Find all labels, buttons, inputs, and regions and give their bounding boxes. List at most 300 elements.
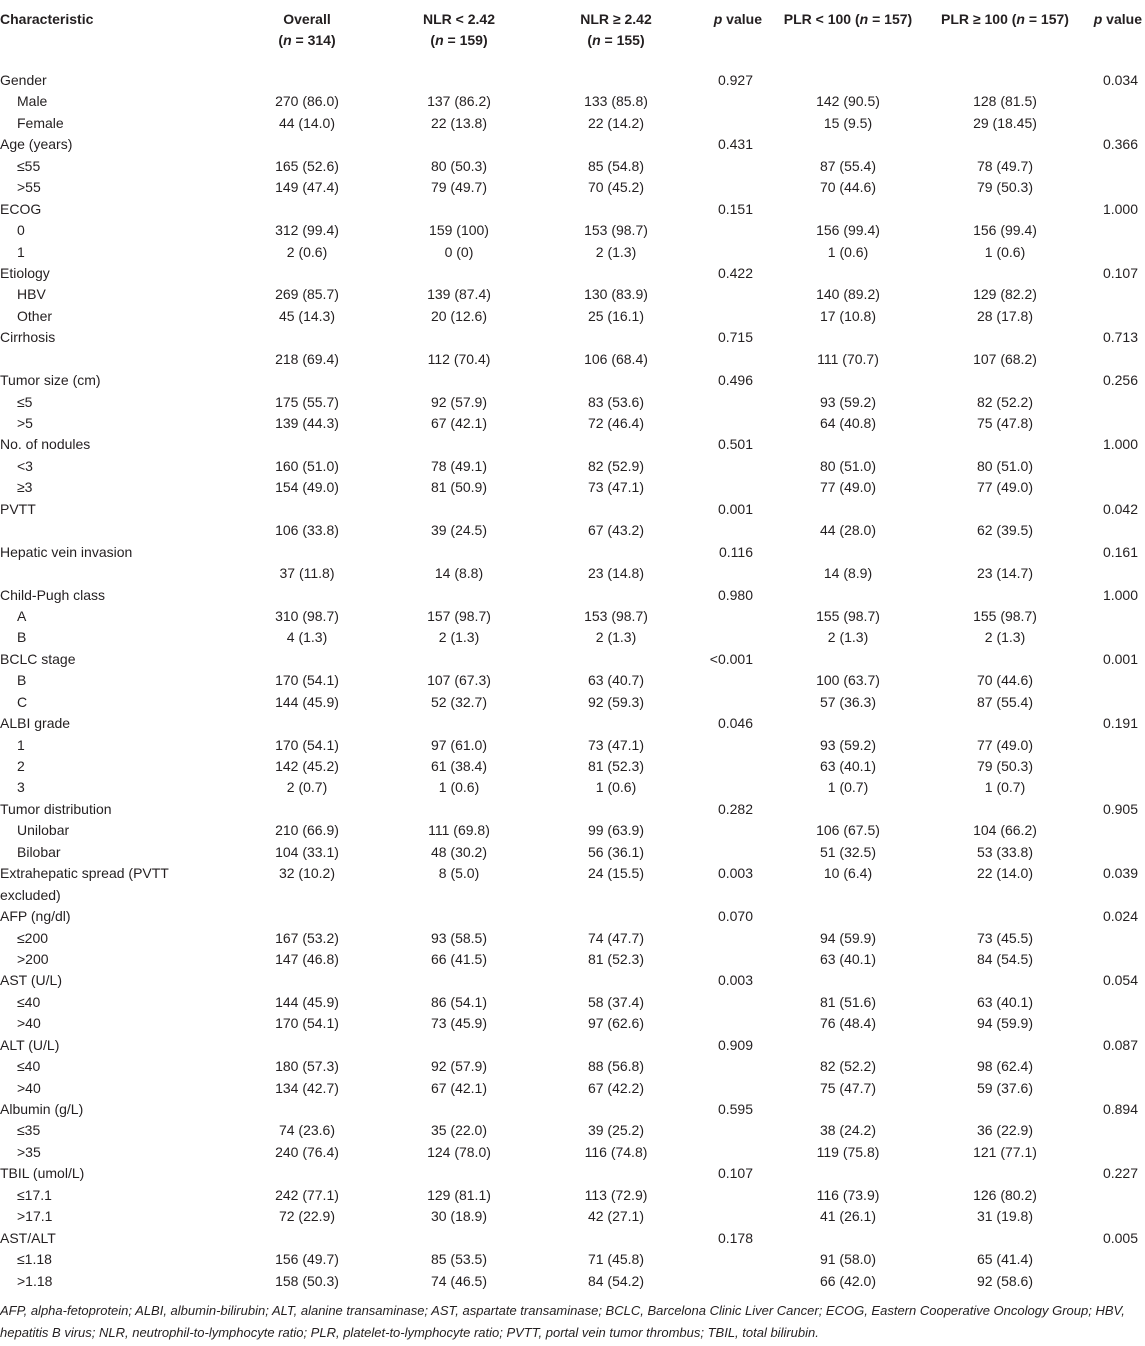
cell-nlr-high: 72 (46.4): [587, 415, 645, 431]
cell-plr-high: 79 (50.3): [976, 758, 1034, 774]
table-row: [0, 220, 1145, 241]
cell-plr-low: 2 (1.3): [827, 629, 869, 646]
cell-p-value-nlr: 0.496: [717, 372, 753, 389]
header-p2-var: p: [1093, 11, 1103, 27]
row-label: A: [17, 607, 27, 624]
cell-p-value-nlr: 0.422: [717, 264, 753, 281]
table-row: [0, 1206, 1145, 1227]
cell-overall: 218 (69.4): [275, 350, 339, 367]
row-label: >200: [17, 950, 49, 967]
table-row: [0, 799, 1145, 820]
cell-p-value-plr: 0.005: [1102, 1229, 1138, 1246]
row-label: Etiology: [0, 264, 50, 281]
cell-nlr-high: 130 (83.9): [584, 286, 648, 303]
row-label: AST/ALT: [0, 1229, 56, 1246]
row-label: Tumor size (cm): [0, 372, 101, 389]
table-body: [0, 70, 1145, 1292]
cell-p-value-plr: 0.001: [1102, 650, 1138, 667]
cell-nlr-high: 73 (47.1): [587, 479, 645, 496]
cell-nlr-low: 129 (81.1): [427, 1186, 491, 1203]
cell-nlr-high: 63 (40.7): [587, 672, 645, 689]
cell-plr-low: 75 (47.7): [819, 1079, 877, 1096]
cell-plr-high: 22 (14.0): [976, 865, 1034, 882]
header-nlr-high-label: NLR ≥ 2.42: [580, 11, 652, 27]
table-row: [0, 970, 1145, 991]
cell-nlr-low: 8 (5.0): [438, 865, 480, 882]
row-label: 2: [17, 758, 25, 774]
cell-plr-low: 100 (63.7): [816, 672, 880, 689]
header-p1-var: p: [713, 11, 723, 27]
cell-plr-high: 82 (52.2): [976, 393, 1034, 410]
header-plr-high-var: n: [1016, 11, 1025, 27]
table-row: [0, 349, 1145, 370]
row-label: >17.1: [17, 1208, 53, 1225]
cell-plr-low: 15 (9.5): [823, 114, 873, 131]
cell-plr-high: 80 (51.0): [976, 457, 1034, 474]
header-nlr-high-n-val: = 155): [600, 32, 645, 48]
table-row: [0, 499, 1145, 520]
cell-overall: 175 (55.7): [275, 393, 339, 410]
header-characteristic-label: Characteristic: [0, 11, 94, 27]
cell-plr-high: 75 (47.8): [976, 415, 1034, 431]
row-label: ECOG: [0, 200, 42, 217]
cell-nlr-low: 97 (61.0): [430, 736, 488, 753]
cell-plr-high: 73 (45.5): [976, 929, 1034, 946]
cell-p-value-nlr: 0.003: [717, 865, 753, 882]
cell-plr-high: 156 (99.4): [973, 222, 1037, 239]
cell-plr-low: 51 (32.5): [819, 843, 877, 860]
cell-nlr-high: 97 (62.6): [587, 1015, 645, 1032]
cell-p-value-nlr: <0.001: [709, 650, 753, 667]
cell-p-value-nlr: 0.595: [717, 1101, 753, 1118]
cell-p-value-nlr: 0.431: [717, 136, 753, 153]
cell-plr-high: 1 (0.7): [984, 779, 1026, 796]
row-label: Other: [17, 307, 53, 324]
cell-plr-low: 111 (70.7): [817, 350, 879, 367]
row-label: >5: [17, 415, 33, 431]
header-nlr-low-label: NLR < 2.42: [423, 11, 495, 27]
table-row: [0, 177, 1145, 198]
row-label: C: [17, 693, 28, 710]
cell-plr-low: 140 (89.2): [816, 286, 880, 303]
cell-p-value-plr: 0.894: [1102, 1101, 1138, 1118]
header-p2-rest: value: [1102, 11, 1142, 27]
cell-nlr-low: 79 (49.7): [430, 179, 488, 196]
cell-plr-high: 126 (80.2): [973, 1186, 1037, 1203]
table-row: [0, 263, 1145, 284]
table-row: [0, 199, 1145, 220]
cell-plr-low: 116 (73.9): [816, 1186, 880, 1203]
table-row: [0, 928, 1145, 949]
cell-nlr-low: 1 (0.6): [438, 779, 480, 796]
cell-nlr-low: 93 (58.5): [430, 929, 488, 946]
cell-p-value-nlr: 0.001: [717, 500, 753, 517]
table-row: [0, 113, 1145, 134]
row-label: 3: [17, 779, 25, 796]
cell-overall: 139 (44.3): [275, 415, 339, 431]
cell-p-value-plr: 0.905: [1102, 800, 1138, 817]
table-row: [0, 649, 1145, 670]
cell-overall: 270 (86.0): [275, 93, 339, 110]
cell-nlr-low: 139 (87.4): [427, 286, 491, 303]
table-row: [0, 627, 1145, 648]
cell-p-value-nlr: 0.070: [717, 908, 753, 925]
table-row: [0, 456, 1145, 477]
header-overall: Overall (n = 314): [278, 11, 336, 48]
cell-overall: 156 (49.7): [275, 1251, 339, 1268]
table-header: [0, 0, 1145, 62]
row-label: BCLC stage: [0, 650, 76, 667]
cell-plr-high: 78 (49.7): [976, 157, 1034, 174]
row-label: Unilobar: [17, 822, 70, 839]
row-label: Cirrhosis: [0, 329, 56, 346]
table-row: [0, 949, 1145, 970]
cell-nlr-low: 80 (50.3): [430, 157, 488, 174]
cell-overall: 165 (52.6): [275, 157, 339, 174]
cell-nlr-high: 83 (53.6): [587, 393, 645, 410]
cell-nlr-high: 24 (15.5): [587, 865, 645, 882]
table-row: [0, 1078, 1145, 1099]
header-plr-high-val: = 157): [1024, 11, 1069, 27]
row-label: ≤35: [17, 1122, 41, 1139]
cell-nlr-high: 1 (0.6): [595, 779, 637, 796]
cell-nlr-low: 112 (70.4): [427, 350, 491, 367]
cell-p-value-nlr: 0.501: [717, 436, 753, 453]
cell-plr-high: 77 (49.0): [976, 479, 1034, 496]
cell-nlr-high: 81 (52.3): [587, 758, 645, 774]
cell-nlr-high: 92 (59.3): [587, 693, 645, 710]
cell-plr-high: 84 (54.5): [976, 950, 1034, 967]
cell-p-value-plr: 0.227: [1102, 1165, 1138, 1182]
row-label: 1: [17, 243, 25, 260]
cell-plr-low: 156 (99.4): [816, 222, 880, 239]
header-plr-high-pre: PLR ≥ 100 (: [941, 11, 1017, 27]
cell-plr-low: 93 (59.2): [819, 393, 877, 410]
cell-plr-low: 1 (0.6): [827, 243, 869, 260]
cell-overall: 170 (54.1): [275, 1015, 339, 1032]
cell-nlr-high: 25 (16.1): [587, 307, 645, 324]
row-label: ≤5: [17, 393, 33, 410]
cell-plr-low: 142 (90.5): [816, 93, 880, 110]
row-label: Albumin (g/L): [0, 1101, 84, 1118]
row-label: Age (years): [0, 136, 73, 153]
cell-plr-low: 57 (36.3): [819, 693, 877, 710]
cell-nlr-high: 85 (54.8): [587, 157, 645, 174]
table-row: [0, 585, 1145, 606]
cell-plr-high: 94 (59.9): [976, 1015, 1034, 1032]
cell-nlr-low: 67 (42.1): [430, 415, 488, 431]
cell-nlr-low: 81 (50.9): [430, 479, 488, 496]
cell-nlr-low: 78 (49.1): [430, 457, 488, 474]
row-label: HBV: [17, 286, 46, 303]
cell-plr-high: 62 (39.5): [976, 522, 1034, 539]
row-label: B: [17, 672, 27, 689]
cell-p-value-nlr: 0.980: [717, 586, 753, 603]
cell-nlr-high: 99 (63.9): [587, 822, 645, 839]
table-row: [0, 1163, 1145, 1184]
cell-nlr-high: 42 (27.1): [587, 1208, 645, 1225]
cell-plr-low: 82 (52.2): [819, 1058, 877, 1075]
cell-overall: 104 (33.1): [275, 843, 339, 860]
table-row: [0, 520, 1145, 541]
cell-nlr-low: 22 (13.8): [430, 114, 488, 131]
cell-plr-low: 10 (6.4): [823, 865, 873, 882]
cell-plr-low: 64 (40.8): [819, 415, 877, 431]
cell-plr-low: 17 (10.8): [819, 307, 877, 324]
header-nlr-high: NLR ≥ 2.42 (n = 155): [580, 11, 652, 48]
cell-nlr-high: 84 (54.2): [587, 1272, 645, 1289]
cell-plr-high: 87 (55.4): [976, 693, 1034, 710]
table-row: [0, 735, 1145, 756]
header-plr-low: [772, 9, 924, 30]
cell-nlr-high: 74 (47.7): [587, 929, 645, 946]
cell-nlr-low: 107 (67.3): [427, 672, 491, 689]
table-row: [0, 242, 1145, 263]
cell-nlr-high: 153 (98.7): [584, 607, 648, 624]
cell-overall: 180 (57.3): [275, 1058, 339, 1075]
cell-nlr-high: 22 (14.2): [587, 114, 645, 131]
row-label: ≤200: [17, 929, 49, 946]
cell-overall: 4 (1.3): [286, 629, 328, 646]
header-plr-high: [929, 9, 1081, 30]
cell-plr-high: 29 (18.45): [973, 114, 1037, 131]
cell-nlr-low: 14 (8.8): [434, 565, 484, 582]
cell-p-value-plr: 1.000: [1102, 586, 1138, 603]
header-nlr-low-n-var: n: [435, 32, 444, 48]
row-label: ≥3: [17, 479, 33, 496]
cell-nlr-low: 20 (12.6): [430, 307, 488, 324]
table-row: [0, 906, 1145, 927]
header-characteristic: [0, 9, 200, 30]
row-label: >40: [17, 1015, 41, 1032]
cell-plr-high: 36 (22.9): [976, 1122, 1034, 1139]
table-row: [0, 1249, 1145, 1270]
cell-nlr-low: 137 (86.2): [427, 93, 491, 110]
row-label: >1.18: [17, 1272, 53, 1289]
cell-nlr-high: 56 (36.1): [587, 843, 645, 860]
cell-plr-high: 1 (0.6): [984, 243, 1026, 260]
table-row: [0, 713, 1145, 734]
cell-overall: 154 (49.0): [275, 479, 339, 496]
table-row: [0, 1013, 1145, 1034]
cell-nlr-low: 52 (32.7): [430, 693, 488, 710]
cell-p-value-nlr: 0.282: [717, 800, 753, 817]
header-overall-n-val: = 314): [291, 32, 336, 48]
cell-nlr-low: 111 (69.8): [428, 822, 490, 839]
cell-overall: 170 (54.1): [275, 672, 339, 689]
cell-overall: 167 (53.2): [275, 929, 339, 946]
cell-nlr-low: 2 (1.3): [438, 629, 480, 646]
row-label: TBIL (umol/L): [0, 1165, 85, 1182]
header-plr-low-pre: PLR < 100 (: [783, 11, 860, 27]
cell-nlr-low: 92 (57.9): [430, 393, 488, 410]
cell-plr-high: 28 (17.8): [976, 307, 1034, 324]
cell-p-value-nlr: 0.927: [717, 72, 753, 88]
cell-p-value-plr: 1.000: [1102, 200, 1138, 217]
header-overall-n-var: n: [283, 32, 292, 48]
table-row: [0, 1271, 1145, 1292]
table-row: [0, 842, 1145, 863]
cell-nlr-high: 70 (45.2): [587, 179, 645, 196]
cell-p-value-plr: 0.039: [1102, 865, 1138, 882]
cell-nlr-low: 39 (24.5): [430, 522, 488, 539]
cell-nlr-high: 113 (72.9): [584, 1186, 648, 1203]
table-row: [0, 606, 1145, 627]
table-row: [0, 670, 1145, 691]
cell-nlr-low: 74 (46.5): [430, 1272, 488, 1289]
cell-plr-high: 70 (44.6): [976, 672, 1034, 689]
cell-plr-low: 106 (67.5): [816, 822, 880, 839]
table-row: [0, 820, 1145, 841]
cell-nlr-low: 85 (53.5): [430, 1251, 488, 1268]
row-label: ≤1.18: [17, 1251, 52, 1268]
row-label: Tumor distribution: [0, 800, 112, 817]
cell-plr-high: 98 (62.4): [976, 1058, 1034, 1075]
cell-nlr-low: 73 (45.9): [430, 1015, 488, 1032]
table-row: [0, 1142, 1145, 1163]
row-label: Gender: [0, 72, 47, 88]
cell-nlr-low: 92 (57.9): [430, 1058, 488, 1075]
cell-nlr-high: 116 (74.8): [584, 1143, 648, 1160]
table-row: [0, 756, 1145, 777]
cell-p-value-plr: 0.107: [1102, 264, 1138, 281]
table-row: [0, 392, 1145, 413]
cell-nlr-low: 30 (18.9): [430, 1208, 488, 1225]
cell-nlr-low: 159 (100): [429, 222, 489, 239]
table-row: [0, 134, 1145, 155]
cell-nlr-high: 2 (1.3): [595, 629, 637, 646]
cell-overall: 106 (33.8): [275, 522, 339, 539]
table-row: [0, 542, 1145, 563]
cell-plr-high: 129 (82.2): [973, 286, 1037, 303]
header-plr-low-var: n: [859, 11, 869, 27]
cell-plr-high: 77 (49.0): [976, 736, 1034, 753]
table-row: [0, 370, 1145, 391]
table-row: [0, 563, 1145, 584]
cell-p-value-plr: 1.000: [1102, 436, 1138, 453]
cell-overall: 74 (23.6): [278, 1122, 336, 1139]
table-row: [0, 992, 1145, 1013]
cell-plr-high: 155 (98.7): [973, 607, 1037, 624]
table-row: [0, 327, 1145, 348]
cell-p-value-nlr: 0.107: [717, 1165, 753, 1182]
cell-overall: 170 (54.1): [275, 736, 339, 753]
cell-plr-low: 94 (59.9): [819, 929, 877, 946]
row-label: ≤55: [17, 157, 41, 174]
cell-p-value-plr: 0.366: [1102, 136, 1138, 153]
cell-nlr-low: 61 (38.4): [430, 758, 488, 774]
cell-plr-low: 1 (0.7): [827, 779, 869, 796]
cell-p-value-plr: 0.256: [1102, 372, 1138, 389]
table-row: [0, 1185, 1145, 1206]
cell-overall: 37 (11.8): [279, 565, 335, 582]
cell-plr-high: 92 (58.6): [976, 1272, 1034, 1289]
row-label: ALBI grade: [0, 715, 71, 732]
cell-plr-low: 44 (28.0): [819, 522, 877, 539]
cell-nlr-low: 157 (98.7): [427, 607, 491, 624]
cell-overall: 144 (45.9): [275, 993, 339, 1010]
cell-p-value-plr: 0.713: [1102, 329, 1138, 346]
cell-overall: 269 (85.7): [275, 286, 339, 303]
cell-plr-high: 59 (37.6): [976, 1079, 1034, 1096]
row-label: >40: [17, 1079, 41, 1096]
cell-nlr-high: 133 (85.8): [584, 93, 648, 110]
cell-p-value-plr: 0.042: [1102, 500, 1138, 517]
cell-overall: 240 (76.4): [275, 1143, 339, 1160]
cell-nlr-high: 81 (52.3): [587, 950, 645, 967]
table-row: [0, 306, 1145, 327]
cell-nlr-high: 82 (52.9): [587, 457, 645, 474]
cell-plr-low: 63 (40.1): [819, 758, 877, 774]
row-label: AFP (ng/dl): [0, 908, 71, 925]
cell-plr-low: 93 (59.2): [819, 736, 877, 753]
cell-overall: 142 (45.2): [275, 758, 339, 774]
header-p-value-nlr: [700, 9, 762, 30]
cell-plr-low: 76 (48.4): [819, 1015, 877, 1032]
cell-plr-low: 70 (44.6): [819, 179, 877, 196]
cell-p-value-plr: 0.087: [1102, 1036, 1138, 1053]
cell-overall: 144 (45.9): [275, 693, 339, 710]
cell-overall: 310 (98.7): [275, 607, 339, 624]
cell-nlr-high: 153 (98.7): [584, 222, 648, 239]
cell-plr-low: 81 (51.6): [819, 993, 877, 1010]
row-label: AST (U/L): [0, 972, 62, 989]
cell-plr-high: 2 (1.3): [984, 629, 1026, 646]
cell-overall: 32 (10.2): [278, 865, 336, 882]
table-row: [0, 863, 1145, 906]
header-plr-low-val: = 157): [868, 11, 913, 27]
row-label: >55: [17, 179, 41, 196]
cell-p-value-plr: 0.191: [1102, 715, 1138, 732]
cell-plr-high: 23 (14.7): [976, 565, 1034, 582]
cell-plr-low: 66 (42.0): [819, 1272, 877, 1289]
cell-plr-low: 77 (49.0): [819, 479, 877, 496]
table-row: [0, 156, 1145, 177]
table-row: [0, 91, 1145, 112]
cell-plr-high: 79 (50.3): [976, 179, 1034, 196]
cell-nlr-low: 67 (42.1): [430, 1079, 488, 1096]
table-row: [0, 413, 1145, 434]
cell-overall: 149 (47.4): [275, 179, 339, 196]
cell-overall: 134 (42.7): [275, 1079, 339, 1096]
table-row: [0, 477, 1145, 498]
cell-overall: 312 (99.4): [275, 222, 339, 239]
row-label: ≤40: [17, 1058, 41, 1075]
cell-overall: 210 (66.9): [275, 822, 339, 839]
cell-p-value-nlr: 0.046: [717, 715, 753, 732]
cell-nlr-low: 0 (0): [444, 243, 474, 260]
cell-p-value-nlr: 0.003: [717, 972, 753, 989]
row-label: ≤40: [17, 993, 41, 1010]
cell-plr-low: 155 (98.7): [816, 607, 880, 624]
cell-plr-high: 53 (33.8): [976, 843, 1034, 860]
cell-overall: 158 (50.3): [275, 1272, 339, 1289]
cell-nlr-low: 66 (41.5): [430, 950, 488, 967]
cell-plr-low: 87 (55.4): [819, 157, 877, 174]
table-row: [0, 1056, 1145, 1077]
cell-nlr-high: 23 (14.8): [587, 565, 645, 582]
cell-nlr-low: 124 (78.0): [427, 1143, 491, 1160]
cell-nlr-high: 73 (47.1): [587, 736, 645, 753]
row-label: 0: [17, 222, 25, 239]
header-nlr-high-n-var: n: [592, 32, 601, 48]
cell-nlr-high: 39 (25.2): [587, 1122, 645, 1139]
row-label: Hepatic vein invasion: [0, 543, 133, 560]
cell-plr-low: 38 (24.2): [819, 1122, 877, 1139]
cell-nlr-high: 67 (42.2): [587, 1079, 645, 1096]
row-label: Bilobar: [17, 843, 61, 860]
cell-nlr-high: 2 (1.3): [595, 243, 637, 260]
